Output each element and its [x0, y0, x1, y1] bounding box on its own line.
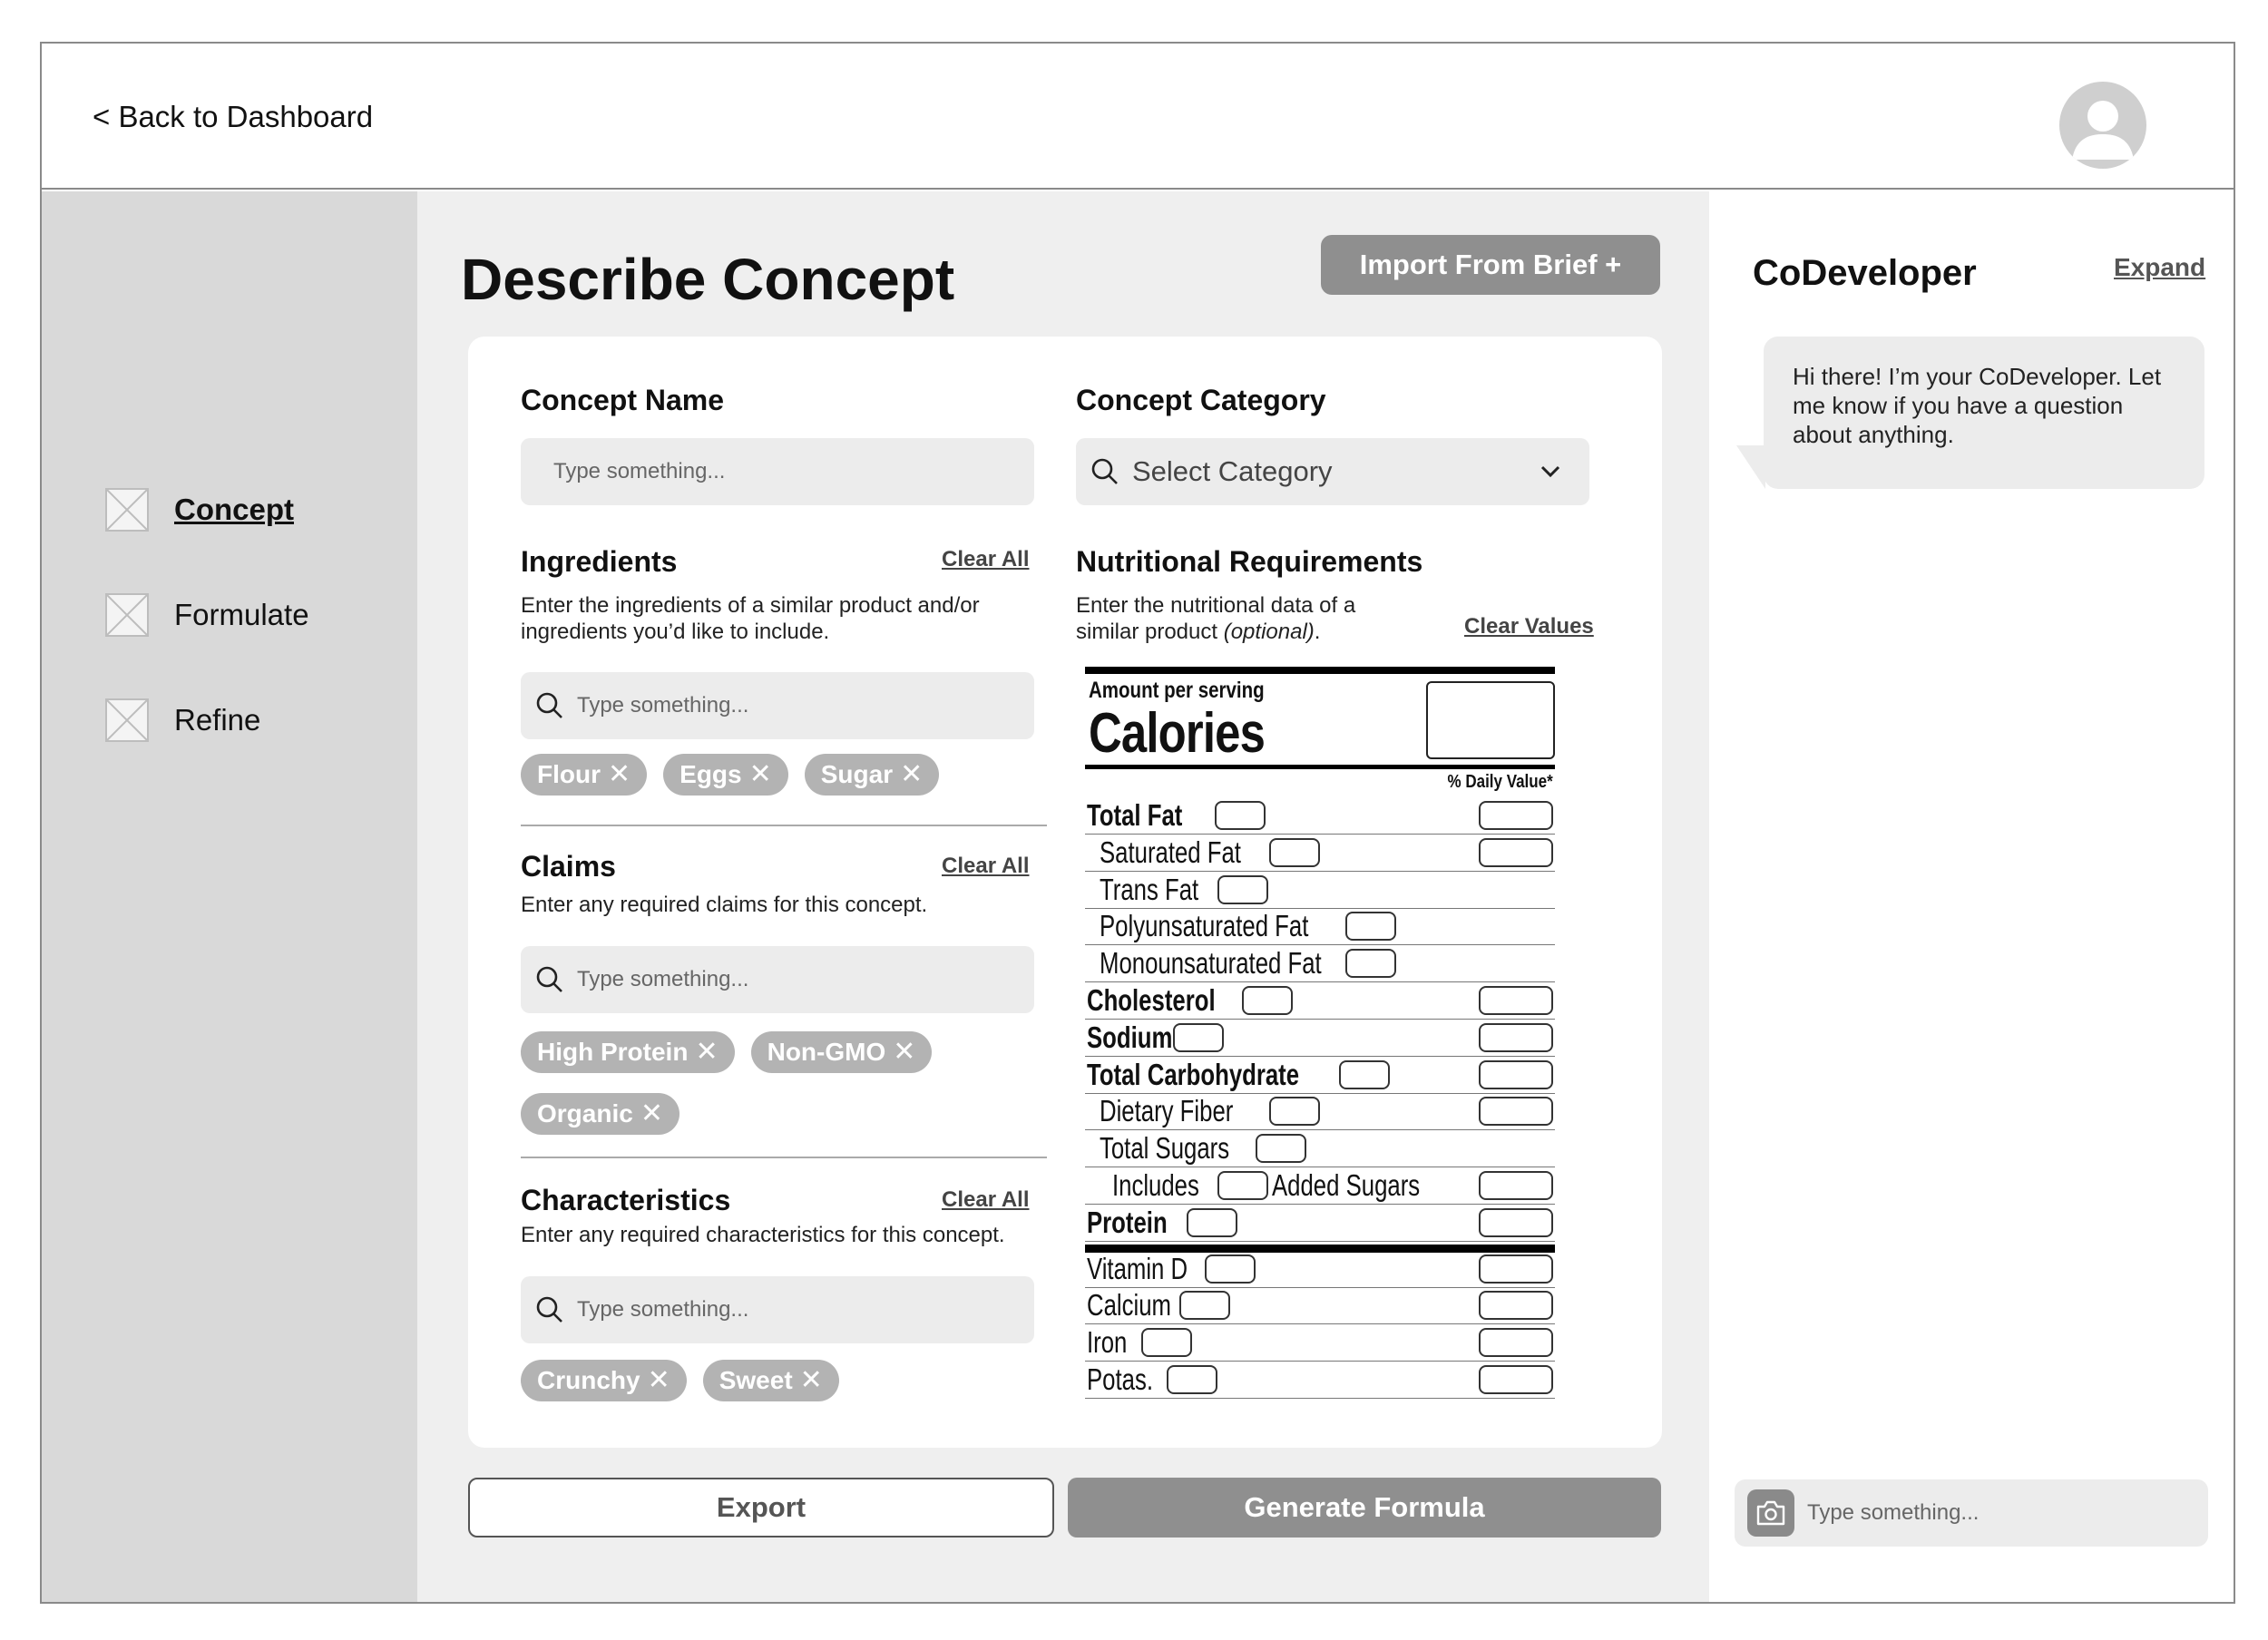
nutrition-row: [1085, 872, 1555, 909]
nutrition-desc-line-1: Enter the nutritional data of a: [1076, 593, 1356, 618]
nutrition-row: [1085, 1324, 1555, 1362]
nutrition-row-label: Vitamin D: [1087, 1251, 1188, 1285]
nutrition-row-label: Includes: [1112, 1168, 1199, 1202]
concept-name-label: Concept Name: [521, 384, 725, 416]
characteristics-description: Enter any required characteristics for this concept.: [521, 1223, 1005, 1247]
search-icon: [535, 691, 564, 720]
concept-name-placeholder: Type something...: [553, 459, 726, 483]
app-frame: [40, 42, 2235, 1604]
concept-category-placeholder: Select Category: [1132, 455, 1333, 487]
nutrition-row-label: Monounsaturated Fat: [1100, 946, 1322, 981]
search-icon: [1090, 457, 1119, 486]
ingredients-clear-all-link[interactable]: Clear All: [942, 547, 1030, 571]
calories-label: Calories: [1089, 702, 1266, 765]
close-icon[interactable]: ✕: [640, 1098, 663, 1128]
daily-value-input[interactable]: [1479, 1171, 1553, 1200]
search-icon: [535, 1295, 564, 1324]
close-icon[interactable]: ✕: [799, 1365, 823, 1395]
codeveloper-panel: [1709, 191, 2234, 1604]
nutrition-amount-input[interactable]: [1256, 1134, 1306, 1163]
daily-value-input[interactable]: [1479, 1060, 1553, 1089]
chip-flour[interactable]: [521, 754, 647, 796]
claims-clear-all-link[interactable]: Clear All: [942, 854, 1030, 878]
concept-category-select[interactable]: [1076, 438, 1589, 505]
claims-placeholder: Type something...: [577, 967, 749, 991]
ingredients-placeholder: Type something...: [577, 693, 749, 718]
expand-link[interactable]: Expand: [2114, 253, 2206, 281]
nutrition-desc-text: similar product: [1076, 620, 1218, 644]
nutrition-row: [1085, 1057, 1555, 1094]
chip-label: Sweet: [719, 1366, 793, 1394]
claims-description: Enter any required claims for this concept.: [521, 893, 928, 917]
nutrition-clear-values-link[interactable]: Clear Values: [1464, 614, 1594, 639]
nutrition-row: [1085, 908, 1555, 945]
nutrition-amount-input[interactable]: [1269, 1097, 1320, 1126]
nutrition-amount-input[interactable]: [1187, 1208, 1237, 1237]
nutrition-row-label: Calcium: [1087, 1288, 1171, 1323]
image-placeholder-icon: [105, 488, 149, 532]
chip-label: Eggs: [679, 760, 742, 788]
claims-title: Claims: [521, 850, 616, 883]
nutrition-row-label: Cholesterol: [1087, 983, 1216, 1017]
claims-chips: [521, 1031, 992, 1135]
ingredients-search-input[interactable]: [521, 672, 1034, 739]
chip-crunchy[interactable]: [521, 1360, 687, 1401]
nutrition-amount-input[interactable]: [1242, 986, 1293, 1015]
daily-value-input[interactable]: [1479, 801, 1553, 830]
chip-label: Sugar: [820, 760, 894, 788]
nutrition-amount-input[interactable]: [1269, 838, 1320, 867]
nutrition-row: [1085, 1287, 1555, 1324]
chip-high-protein[interactable]: [521, 1031, 735, 1073]
nutrition-row-label: Polyunsaturated Fat: [1100, 909, 1309, 943]
close-icon[interactable]: ✕: [695, 1037, 719, 1067]
close-icon[interactable]: ✕: [748, 759, 772, 789]
daily-value-input[interactable]: [1479, 1208, 1553, 1237]
ingredients-description: [521, 592, 980, 645]
nutrition-amount-input[interactable]: [1345, 912, 1396, 941]
close-icon[interactable]: ✕: [608, 759, 631, 789]
nutrition-amount-input[interactable]: [1179, 1291, 1230, 1320]
main-panel: [417, 191, 1709, 1604]
nutrition-amount-input[interactable]: [1215, 801, 1266, 830]
nutrition-amount-input[interactable]: [1345, 949, 1396, 978]
chip-label: Organic: [537, 1099, 633, 1128]
nutrition-amount-input[interactable]: [1141, 1328, 1192, 1357]
chip-label: Non-GMO: [767, 1038, 886, 1066]
search-icon: [535, 965, 564, 994]
nutrition-amount-input[interactable]: [1167, 1365, 1217, 1394]
top-bar: [42, 44, 2234, 190]
nutrition-row-label: Trans Fat: [1100, 872, 1199, 906]
daily-value-input[interactable]: [1479, 1254, 1553, 1284]
concept-form-card: [468, 337, 1662, 1448]
nutrition-amount-input[interactable]: [1217, 1171, 1268, 1200]
nutrition-top-rule: [1085, 667, 1555, 674]
characteristics-chips: [521, 1360, 1047, 1401]
nutrition-row: [1085, 945, 1555, 982]
characteristics-search-input[interactable]: [521, 1276, 1034, 1343]
nutrition-amount-input[interactable]: [1217, 875, 1268, 904]
chip-organic[interactable]: [521, 1093, 679, 1135]
close-icon[interactable]: ✕: [900, 759, 924, 789]
import-from-brief-button[interactable]: Import From Brief +: [1321, 235, 1660, 295]
image-placeholder-icon: [105, 593, 149, 637]
nutrition-row-label: Iron: [1087, 1325, 1128, 1360]
nutrition-row: [1085, 1020, 1555, 1057]
image-placeholder-icon: [105, 698, 149, 742]
nutrition-row-label: Protein: [1087, 1205, 1168, 1239]
calories-input[interactable]: [1426, 681, 1555, 759]
nutrition-description: [1076, 592, 1355, 645]
sidebar-item-label: Concept: [174, 493, 294, 526]
nutrition-desc-line-2: [1076, 619, 1355, 645]
daily-value-header: % Daily Value*: [1447, 772, 1553, 792]
nutrition-facts-label: [1085, 667, 1555, 1401]
concept-category-label: Concept Category: [1076, 384, 1326, 416]
nutrition-row-label: Dietary Fiber: [1100, 1094, 1234, 1128]
chip-non-gmo[interactable]: [751, 1031, 933, 1073]
generate-formula-button[interactable]: Generate Formula: [1068, 1478, 1661, 1538]
amount-per-serving-label: Amount per serving: [1089, 678, 1265, 703]
characteristics-clear-all-link[interactable]: Clear All: [942, 1187, 1030, 1212]
chat-input[interactable]: [1735, 1479, 2208, 1547]
nutrition-row-label: Potas.: [1087, 1362, 1153, 1396]
sidebar-item-formulate[interactable]: [105, 593, 309, 637]
chat-message-bubble: Hi there! I’m your CoDeveloper. Let me know if you have a question about anything.: [1764, 337, 2204, 489]
characteristics-placeholder: Type something...: [577, 1297, 749, 1322]
chat-bubble-tail: [1736, 445, 1765, 489]
nutrition-row: [1085, 1362, 1555, 1399]
chip-sugar[interactable]: [805, 754, 940, 796]
daily-value-input[interactable]: [1479, 1365, 1553, 1394]
daily-value-input[interactable]: [1479, 1097, 1553, 1126]
export-button[interactable]: Export: [468, 1478, 1054, 1538]
nutrition-row: [1085, 982, 1555, 1020]
characteristics-title: Characteristics: [521, 1184, 731, 1216]
nutrition-row-label: Sodium: [1087, 1020, 1173, 1054]
nutrition-row-suffix: Added Sugars: [1272, 1168, 1421, 1202]
close-icon[interactable]: ✕: [647, 1365, 670, 1395]
chevron-down-icon: [1539, 460, 1562, 483]
concept-name-input[interactable]: [521, 438, 1034, 505]
daily-value-input[interactable]: [1479, 838, 1553, 867]
daily-value-input[interactable]: [1479, 1023, 1553, 1052]
nutrition-row: [1085, 1093, 1555, 1130]
page-title: Describe Concept: [461, 247, 955, 312]
ingredients-desc-line-2: ingredients you’d like to include.: [521, 620, 830, 644]
nutrition-amount-input[interactable]: [1205, 1254, 1256, 1284]
nutrition-row-label: Total Sugars: [1100, 1131, 1230, 1166]
nutrition-row: [1085, 797, 1555, 835]
chip-label: High Protein: [537, 1038, 689, 1066]
section-divider: [521, 825, 1047, 826]
nutrition-desc-optional: (optional): [1223, 620, 1315, 644]
chip-label: Flour: [537, 760, 601, 788]
nutrition-row-label: Total Fat: [1087, 798, 1183, 832]
user-avatar-icon[interactable]: [2059, 82, 2146, 169]
chip-sweet[interactable]: [703, 1360, 839, 1401]
nutrition-row: [1085, 1130, 1555, 1167]
daily-value-input[interactable]: [1479, 1291, 1553, 1320]
back-to-dashboard-link[interactable]: < Back to Dashboard: [93, 100, 374, 133]
ingredients-chips: [521, 754, 1047, 796]
sidebar-item-refine[interactable]: [105, 698, 260, 742]
sidebar: [42, 191, 417, 1604]
ingredients-desc-line-1: Enter the ingredients of a similar product and/or: [521, 593, 980, 618]
close-icon[interactable]: ✕: [893, 1037, 916, 1067]
section-divider: [521, 1157, 1047, 1158]
sidebar-item-concept[interactable]: [105, 488, 294, 532]
nutrition-amount-input[interactable]: [1173, 1023, 1224, 1052]
chat-placeholder: Type something...: [1807, 1500, 1980, 1525]
nutrition-title: Nutritional Requirements: [1076, 545, 1423, 578]
nutrition-row-label: Total Carbohydrate: [1087, 1057, 1300, 1091]
nutrition-mid-rule: [1085, 765, 1555, 769]
nutrition-row: [1085, 1205, 1555, 1242]
daily-value-input[interactable]: [1479, 1328, 1553, 1357]
claims-search-input[interactable]: [521, 946, 1034, 1013]
nutrition-row: [1085, 835, 1555, 872]
nutrition-row: [1085, 1251, 1555, 1288]
nutrition-row-label: Saturated Fat: [1100, 835, 1241, 869]
chip-eggs[interactable]: [663, 754, 788, 796]
codeveloper-title: CoDeveloper: [1753, 253, 1977, 293]
chip-label: Crunchy: [537, 1366, 640, 1394]
ingredients-title: Ingredients: [521, 545, 678, 578]
sidebar-item-label: Formulate: [174, 598, 309, 631]
sidebar-item-label: Refine: [174, 703, 261, 737]
nutrition-amount-input[interactable]: [1339, 1060, 1390, 1089]
camera-icon[interactable]: [1747, 1489, 1794, 1537]
nutrition-desc-end: .: [1314, 620, 1321, 644]
nutrition-row: [1085, 1167, 1555, 1205]
daily-value-input[interactable]: [1479, 986, 1553, 1015]
